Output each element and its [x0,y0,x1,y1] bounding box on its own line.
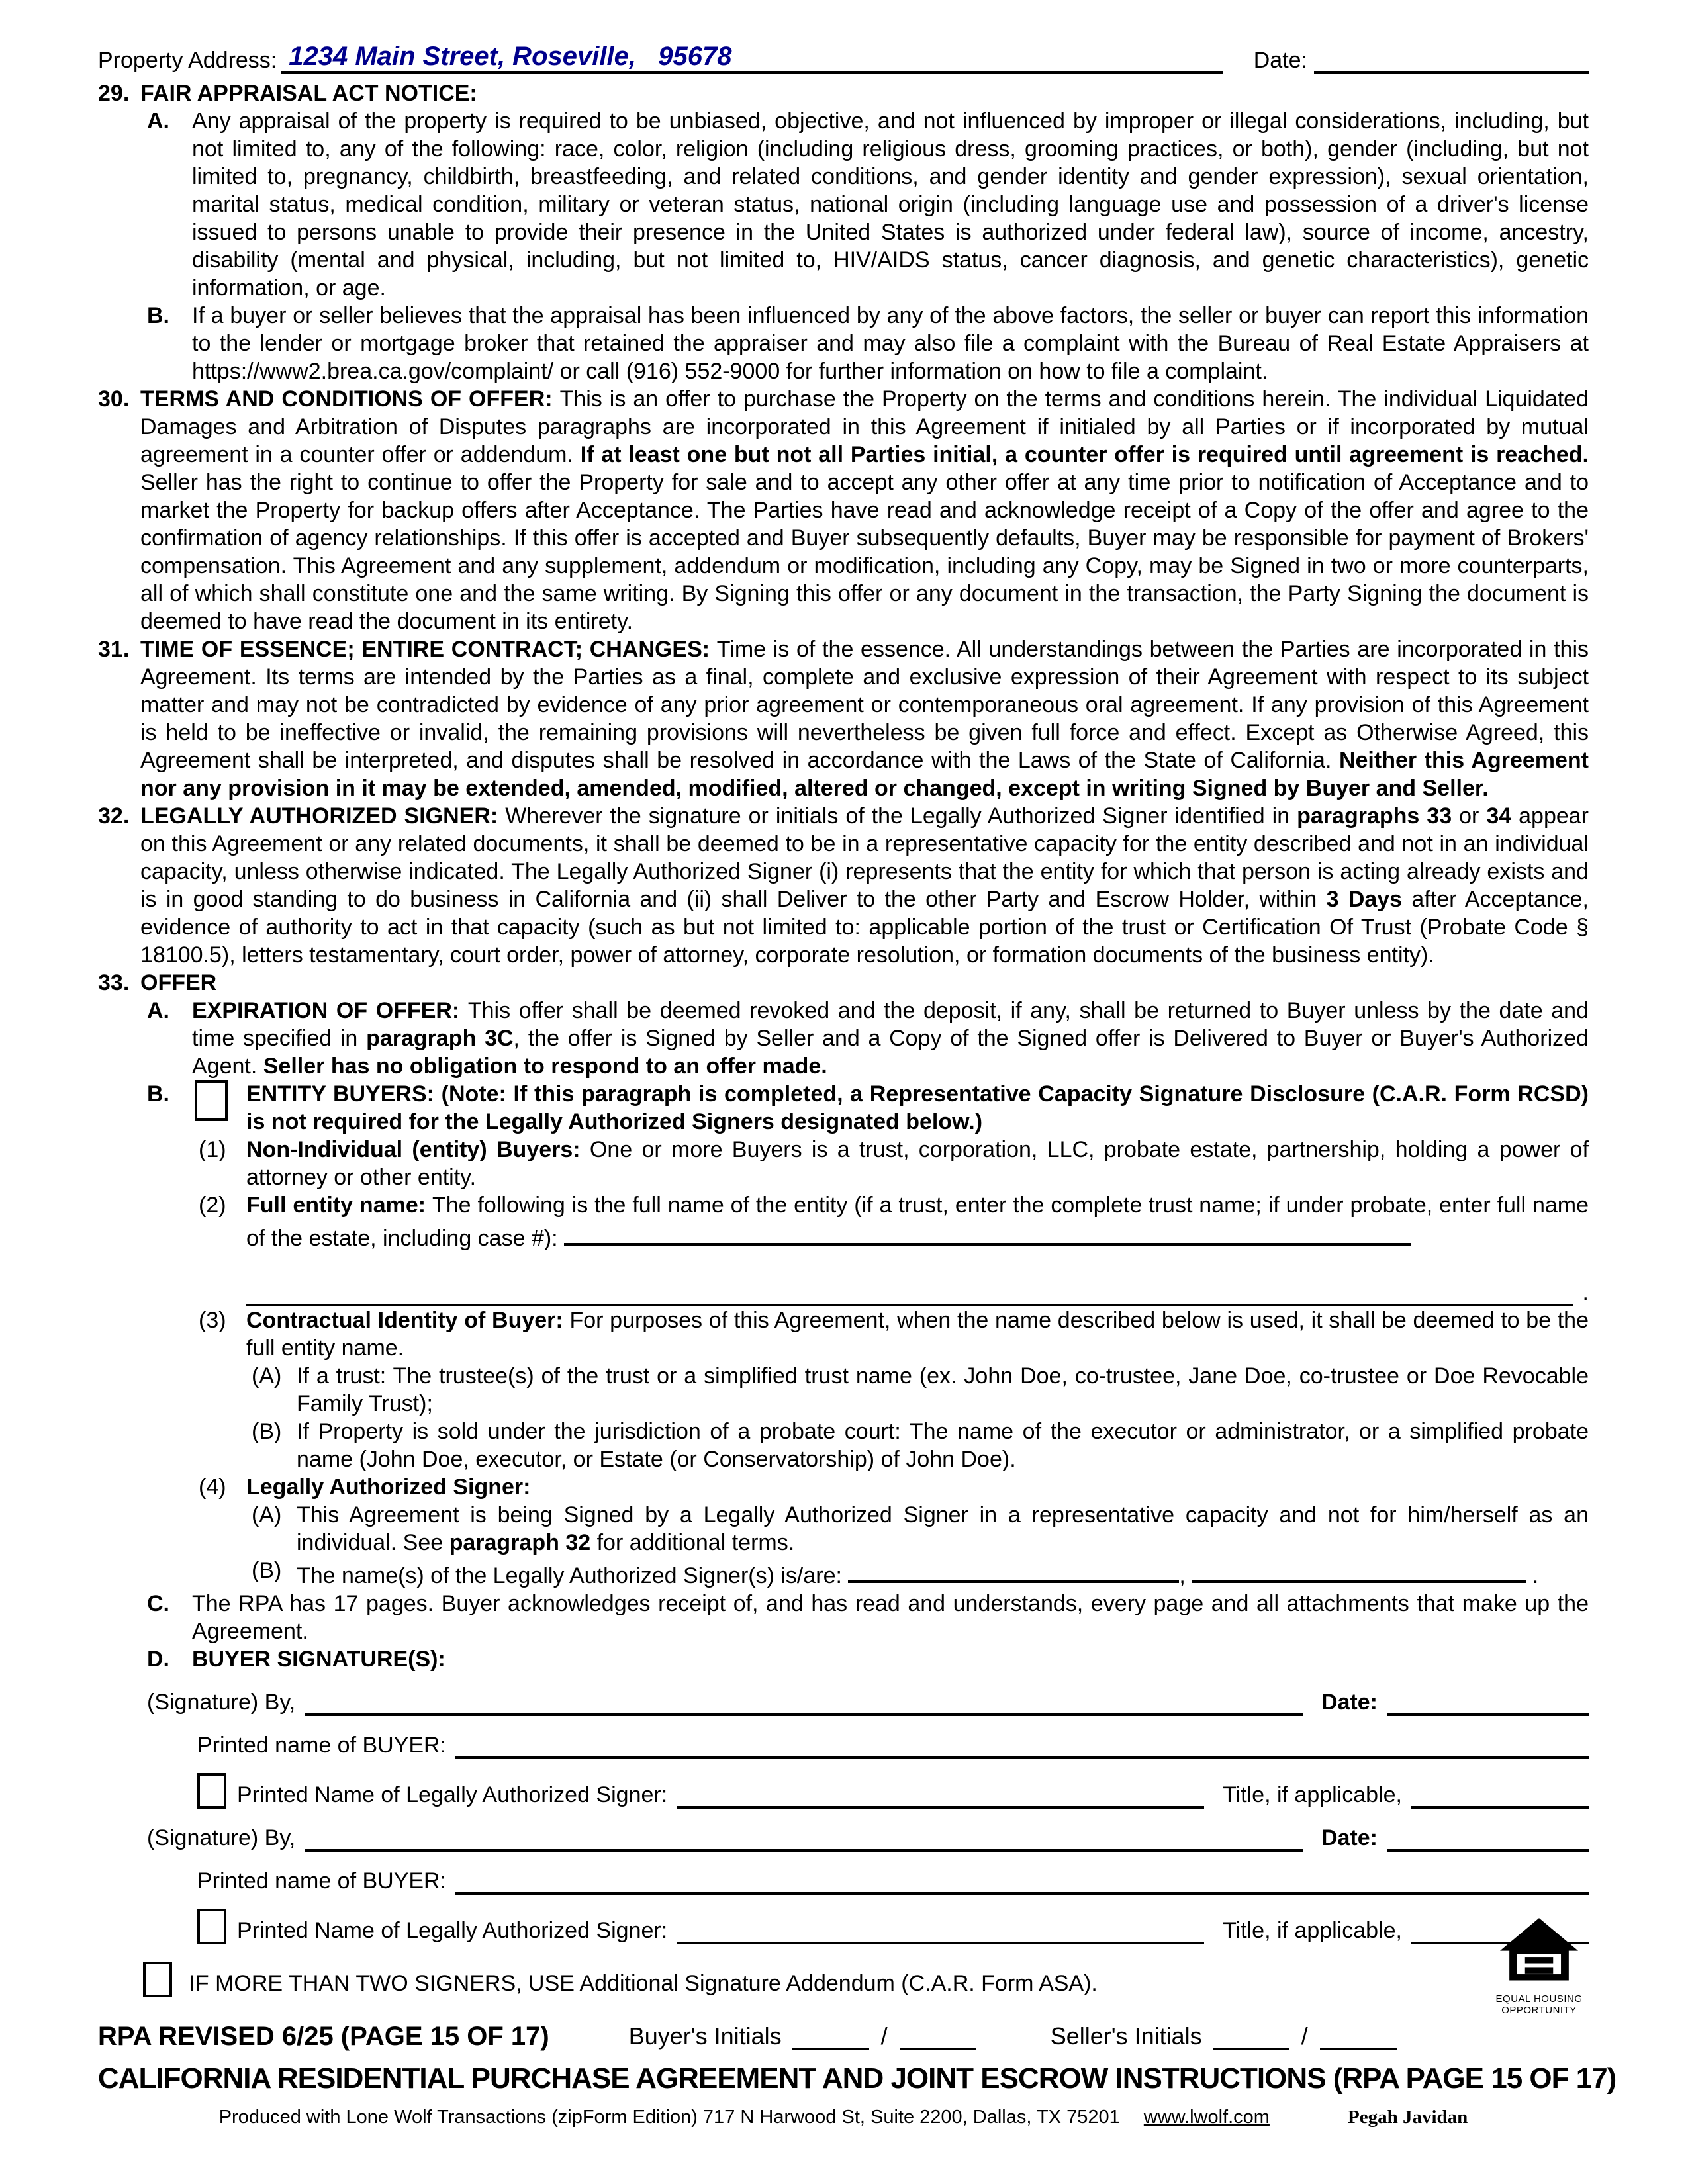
property-address-field[interactable] [281,42,1223,74]
eho-caption-line2: OPPORTUNITY [1501,2005,1577,2016]
clause-33B4-marker: (4) [199,1475,226,1500]
agent-name: Pegah Javidan [1348,2107,1468,2128]
clause-33B3B-marker: (B) [252,1419,282,1444]
clause-33-number: 33. [98,970,130,995]
eho-caption-line1: EQUAL HOUSING [1495,1993,1583,2005]
sellers-initials-line-2[interactable] [1320,2024,1397,2050]
clause-33B3B: (B) If Property is sold under the jurisdiction of a probate court: The name of the executor or administrator, or a simplified probate name (John Doe, executor, or Estate (or Conservatorship) of John Doe). [252,1419,1589,1472]
authorized-signer-label: Printed Name of Legally Authorized Signer: [237,1782,668,1807]
signature-by-label: (Signature) By, [147,1690,296,1715]
entity-name-line-1[interactable] [564,1219,1411,1246]
clause-30-number: 30. [98,387,130,412]
buyer1-date-line[interactable] [1387,1687,1589,1716]
more-signers-checkbox[interactable] [143,1962,172,1997]
clause-32-number: 32. [98,803,130,829]
buyer1-authorized-signer-checkbox[interactable] [197,1773,226,1809]
property-address-label: Property Address: [98,48,277,73]
clause-33B: B. ENTITY BUYERS: (Note: If this paragraph is completed, a Representative Capacity Signature Disclosure (C.A.R. Form RCSD) is not required for the Legally Authorized Signers designated below.) [147,1081,1589,1134]
lwolf-link[interactable]: www.lwolf.com [1143,2107,1270,2128]
buyer1-signature-row [147,1687,1589,1716]
buyer1-authorized-signer-row [197,1773,1589,1809]
more-signers-row [143,1962,1589,1997]
clause-32: 32. LEGALLY AUTHORIZED SIGNER: Wherever the signature or initials of the Legally Authorized Signer identified in paragraphs 33 or 34 appear on this Agreement or any related documents, it shall be deemed to be in a representative capacity for the entity described and not in an individual capacity, unless otherwise indicated. The Legally Authorized Signer (i) represents that the entity for which that person is acting already exists and is in good standing to do business in California and (ii) shall Deliver to the other Party and Escrow Holder, within 3 Days after Acceptance, evidence of authority to act in that capacity (such as but not limited to: applicable portion of the trust or Certification Of Trust (Probate Code § 18100.5), letters testamentary, court order, power of attorney, corporate resolution, or formation documents of the business entity). [98,803,1589,968]
sellers-initials-line-1[interactable] [1213,2024,1289,2050]
buyers-initials-line-1[interactable] [792,2024,869,2050]
clause-33B3: (3) Contractual Identity of Buyer: For purposes of this Agreement, when the name described below is used, it shall be deemed to be the full entity name. [199,1308,1589,1361]
clause-33B4A: (A) This Agreement is being Signed by a Legally Authorized Signer in a representative capacity and not for him/herself as an individual. See paragraph 32 for additional terms. [252,1502,1589,1555]
buyer2-signature-line[interactable] [305,1823,1303,1852]
clause-33B2: (2) Full entity name: The following is the full name of the entity (if a trust, enter the complete trust name; if under probate, enter full name of the estate, including case #): . [199,1193,1589,1305]
clause-29-number: 29. [98,81,130,106]
clause-33B4B: (B) The name(s) of the Legally Authorized Signer(s) is/are: , . [252,1558,1539,1588]
title-label: Title, if applicable, [1223,1782,1402,1807]
page-footer [98,1993,1617,2131]
signer-names-comma: , [1179,1563,1186,1588]
printed-name-label: Printed name of BUYER: [197,1868,447,1893]
authorized-signer-name-line-2[interactable] [1192,1557,1526,1583]
buyers-initials-group [629,2023,987,2050]
buyers-initials-line-2[interactable] [900,2024,976,2050]
printed-name-label: Printed name of BUYER: [197,1733,447,1758]
clause-33B4A-marker: (A) [252,1502,282,1527]
buyer2-signature-row [147,1823,1589,1852]
entity-buyers-checkbox[interactable] [195,1080,228,1121]
clause-33B3A-marker: (A) [252,1363,282,1388]
clause-33A: A. EXPIRATION OF OFFER: This offer shall be deemed revoked and the deposit, if any, shall be returned to Buyer unless by the date and time specified in paragraph 3C, the offer is Signed by Seller and a Copy of the Signed offer is Delivered to Buyer or Buyer's Authorized Agent. Seller has no obligation to respond to an offer made. [147,998,1589,1079]
more-signers-text: IF MORE THAN TWO SIGNERS, USE Additional Signature Addendum (C.A.R. Form ASA). [189,1971,1098,1996]
clause-33-heading: 33. OFFER [98,970,217,995]
buyers-initials-label: Buyer's Initials [628,2023,782,2050]
clause-33B1: (1) Non-Individual (entity) Buyers: One or more Buyers is a trust, corporation, LLC, probate estate, partnership, holding a power of attorney or other entity. [199,1137,1589,1190]
signer-names-period: . [1532,1563,1539,1588]
buyer2-printed-name-row [197,1866,1589,1895]
sellers-initials-group [1051,2023,1407,2050]
clause-31-number: 31. [98,637,130,662]
date-field[interactable] [1314,45,1589,74]
form-title: CALIFORNIA RESIDENTIAL PURCHASE AGREEMENT AND JOINT ESCROW INSTRUCTIONS (RPA PAGE 15 OF 17) [98,2062,1617,2095]
entity-name-period: . [1582,1280,1589,1305]
equal-housing-logo [1489,1918,1589,2016]
clause-33C-marker: C. [147,1591,169,1616]
buyer1-signature-line[interactable] [305,1687,1303,1716]
entity-name-line-2[interactable] [246,1277,1573,1306]
revision-text: RPA REVISED 6/25 (PAGE 15 OF 17) [98,2022,549,2051]
clause-33B4B-marker: (B) [252,1558,282,1583]
title-label: Title, if applicable, [1223,1918,1402,1943]
clause-33B2-marker: (2) [199,1193,226,1218]
clause-33B4: (4) Legally Authorized Signer: [199,1475,531,1500]
clause-29B: B. If a buyer or seller believes that the appraisal has been influenced by any of the above factors, the seller or buyer can report this information to the lender or mortgage broker that retained the appraiser and may also file a complaint with the Bureau of Real Estate Appraisers at https://www2.brea.ca.gov/complaint/ or call (916) 552-9000 for further information on how to file a complaint. [147,303,1589,384]
equal-housing-house-icon [1500,1918,1578,1987]
entity-name-row-2 [246,1277,1589,1306]
buyer2-authorized-signer-row [197,1909,1589,1944]
clause-33A-marker: A. [147,998,169,1023]
page-header [98,42,1589,74]
produced-line [98,2103,1589,2131]
authorized-signer-name-line-1[interactable] [848,1557,1179,1583]
signature-by-label: (Signature) By, [147,1825,296,1850]
clause-29B-marker: B. [147,303,169,328]
clause-30: 30. TERMS AND CONDITIONS OF OFFER: This is an offer to purchase the Property on the terms and conditions herein. The individual Liquidated Damages and Arbitration of Disputes paragraphs are incorporated in this Agreement if initialed by all Parties or if incorporated by mutual agreement in a counter offer or addendum. If at least one but not all Parties initial, a counter offer is required until agreement is reached. Seller has the right to continue to offer the Property for sale and to accept any other offer at any time prior to notification of Acceptance and to market the Property for backup offers after Acceptance. The Parties have read and acknowledge receipt of a Copy of the offer and agree to the confirmation of agency relationships. If this offer is accepted and Buyer subsequently defaults, Buyer may be responsible for payment of Brokers' compensation. This Agreement and any supplement, addendum or modification, including any Copy, may be Signed in two or more counterparts, all of which shall constitute one and the same writing. By Signing this offer or any document in the transaction, the Party Signing the document is deemed to have read the document in its entirety. [98,387,1589,634]
produced-text: Produced with Lone Wolf Transactions (zipForm Edition) 717 N Harwood St, Suite 2200, Dallas, TX 75201 [218,2107,1120,2128]
clause-33D-marker: D. [147,1647,169,1672]
buyer2-authorized-signer-checkbox[interactable] [197,1909,226,1944]
sellers-initials-label: Seller's Initials [1050,2023,1202,2050]
clause-31: 31. TIME OF ESSENCE; ENTIRE CONTRACT; CHANGES: Time is of the essence. All understandings between the Parties are incorporated in this Agreement. Its terms are intended by the Parties as a final, complete and exclusive expression of their Agreement with respect to its subject matter and may not be contradicted by evidence of any prior agreement or contemporaneous oral agreement. If any provision of this Agreement is held to be ineffective or invalid, the remaining provisions will nevertheless be given full force and effect. Except as Otherwise Agreed, this Agreement shall be interpreted, and disputes shall be resolved in accordance with the Laws of the State of California. Neither this Agreement nor any provision in it may be extended, amended, modified, altered or changed, except in writing Signed by Buyer and Seller. [98,637,1589,801]
authorized-signer-label: Printed Name of Legally Authorized Signer: [237,1918,668,1943]
sellers-initials-slash: / [1301,2023,1308,2050]
buyer1-title-line[interactable] [1411,1780,1589,1809]
footer-revision-row [98,2023,1589,2050]
clause-29A-marker: A. [147,109,169,134]
buyer1-printed-name-row [197,1730,1589,1759]
clause-33B3-marker: (3) [199,1308,226,1333]
buyer1-printed-name-line[interactable] [455,1730,1589,1759]
clause-33B1-marker: (1) [199,1137,226,1162]
clause-29A: A. Any appraisal of the property is required to be unbiased, objective, and not influenced by improper or illegal considerations, including, but not limited to, any of the following: race, color, religion (including religious dress, grooming practices, or both), gender (including, but not limited to, pregnancy, childbirth, breastfeeding, and related conditions, and gender identity and gender expression), sexual orientation, marital status, medical condition, military or veteran status, national origin (including language use and possession of a driver's license issued to persons unable to provide their presence in the United States is authorized under federal law), source of income, ancestry, disability (mental and physical, including, but not limited to, HIV/AIDS status, cancer diagnosis, and genetic characteristics), genetic information, or age. [147,109,1589,300]
buyer1-date-label: Date: [1321,1690,1378,1715]
buyers-initials-slash: / [880,2023,888,2050]
clause-33C: C. The RPA has 17 pages. Buyer acknowledges receipt of, and has read and understands, every page and all attachments that make up the Agreement. [147,1591,1589,1644]
buyer2-date-line[interactable] [1387,1823,1589,1852]
buyer1-authorized-signer-line[interactable] [677,1780,1204,1809]
buyer2-printed-name-line[interactable] [455,1866,1589,1895]
date-label: Date: [1253,48,1307,73]
buyer2-date-label: Date: [1321,1825,1378,1850]
clause-33D: D. BUYER SIGNATURE(S): [147,1647,445,1672]
clause-33B3A: (A) If a trust: The trustee(s) of the trust or a simplified trust name (ex. John Doe, co-trustee, Jane Doe, co-trustee or Doe Revocable Family Trust); [252,1363,1589,1416]
clause-33B-marker: B. [147,1081,169,1107]
property-address-value: 1234 Main Street, Roseville, 95678 [289,42,732,71]
clause-29-heading: 29. FAIR APPRAISAL ACT NOTICE: [98,81,477,106]
buyer2-authorized-signer-line[interactable] [677,1915,1204,1944]
